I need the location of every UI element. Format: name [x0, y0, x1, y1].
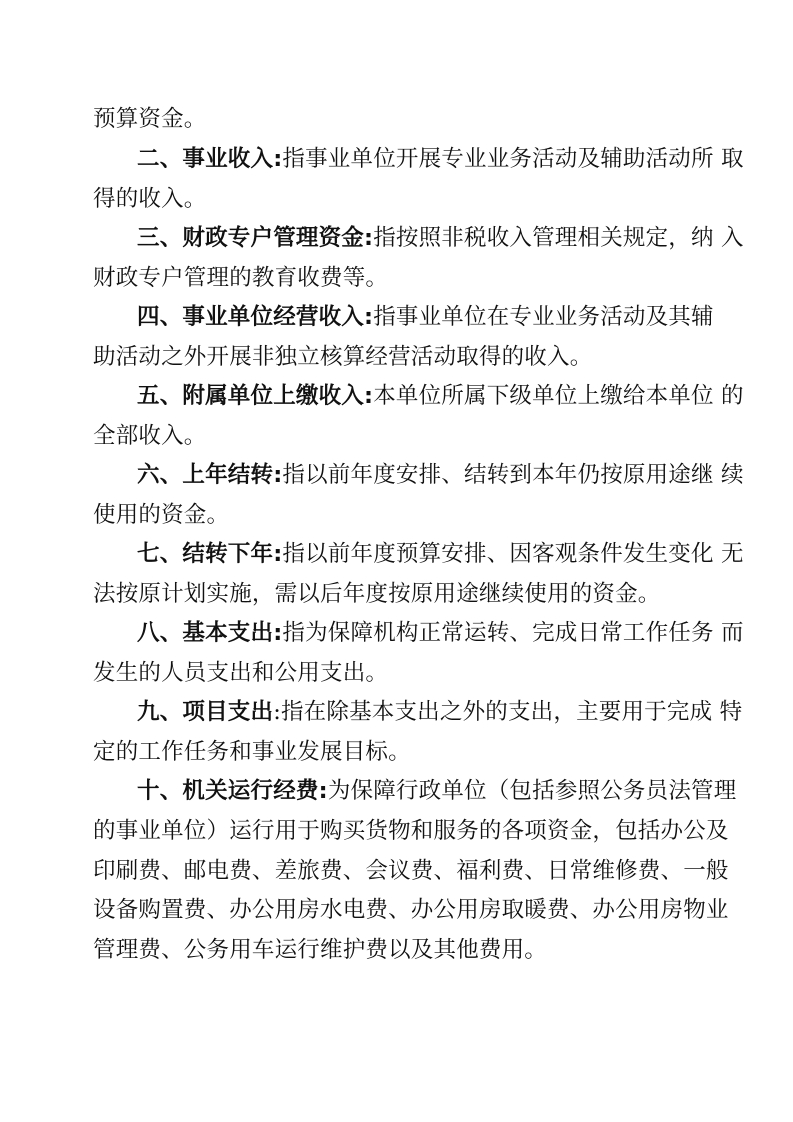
definition-text: 指以前年度预算安排、因客观条件发生变化 无 — [282, 541, 744, 567]
definition-text: 指事业单位在专业业务活动及其辅 — [373, 304, 714, 330]
line-text: 得的收入。 — [93, 186, 207, 212]
definition-line-project-expenditure — [137, 697, 743, 727]
paragraph-continuation-line — [93, 737, 411, 767]
line-text: 预算资金。 — [93, 106, 207, 132]
definition-line-business-income — [137, 144, 744, 174]
definition-text: :指在除基本支出之外的支出，主要用于完成 特 — [273, 699, 743, 725]
term-basic-expenditure: 八、基本支出: — [137, 620, 283, 646]
term-carryover-next-year: 七、结转下年: — [137, 541, 283, 567]
line-text: 印刷费、邮电费、差旅费、会议费、福利费、日常维修费、一般 — [93, 858, 729, 884]
line-text: 发生的人员支出和公用支出。 — [93, 660, 389, 686]
line-text: 助活动之外开展非独立核算经营活动取得的收入。 — [93, 344, 593, 370]
paragraph-continuation-line — [93, 184, 207, 214]
definition-line-basic-expenditure — [137, 618, 744, 648]
paragraph-continuation-line — [93, 856, 729, 886]
definition-line-special-account-funds — [137, 223, 744, 253]
line-text: 定的工作任务和事业发展目标。 — [93, 739, 411, 765]
line-text: 全部收入。 — [93, 423, 207, 449]
definition-line-operating-income — [137, 302, 714, 332]
paragraph-continuation-line — [93, 342, 592, 372]
paragraph-continuation-line — [93, 895, 729, 925]
definition-text: 指为保障机构正常运转、完成日常工作任务 而 — [282, 620, 744, 646]
definition-line-operating-expenses — [137, 776, 737, 806]
term-project-expenditure: 九、项目支出 — [137, 699, 274, 725]
definition-text: 指以前年度安排、结转到本年仍按原用途继 续 — [282, 462, 744, 488]
line-text: 使用的资金。 — [93, 502, 230, 528]
definition-line-subordinate-income — [137, 381, 744, 411]
line-text: 财政专户管理的教育收费等。 — [93, 265, 389, 291]
paragraph-continuation-line — [93, 104, 207, 134]
paragraph-continuation-line — [93, 500, 229, 530]
term-business-income: 二、事业收入: — [137, 146, 283, 172]
paragraph-continuation-line — [93, 421, 207, 451]
definition-line-prior-year-carryover — [137, 460, 744, 490]
line-text: 设备购置费、办公用房水电费、办公用房取暖费、办公用房物业 — [93, 897, 729, 923]
definition-line-carryover-next-year — [137, 539, 744, 569]
line-text: 管理费、公务用车运行维护费以及其他费用。 — [93, 937, 548, 963]
paragraph-continuation-line — [93, 935, 547, 965]
paragraph-continuation-line — [93, 816, 729, 846]
definition-text: 指事业单位开展专业业务活动及辅助活动所 取 — [282, 146, 744, 172]
line-text: 法按原计划实施，需以后年度按原用途继续使用的资金。 — [93, 581, 661, 607]
definition-text: 本单位所属下级单位上缴给本单位 的 — [373, 383, 744, 409]
term-subordinate-income: 五、附属单位上缴收入: — [137, 383, 374, 409]
paragraph-continuation-line — [93, 658, 388, 688]
term-prior-year-carryover: 六、上年结转: — [137, 462, 283, 488]
paragraph-continuation-line — [93, 263, 388, 293]
line-text: 的事业单位）运行用于购买货物和服务的各项资金，包括办公及 — [93, 818, 729, 844]
definition-text: 为保障行政单位（包括参照公务员法管理 — [327, 778, 737, 804]
term-special-account-funds: 三、财政专户管理资金: — [137, 225, 374, 251]
term-operating-income: 四、事业单位经营收入: — [137, 304, 374, 330]
definition-text: 指按照非税收入管理相关规定，纳 入 — [373, 225, 744, 251]
term-operating-expenses: 十、机关运行经费: — [137, 778, 328, 804]
paragraph-continuation-line — [93, 579, 661, 609]
